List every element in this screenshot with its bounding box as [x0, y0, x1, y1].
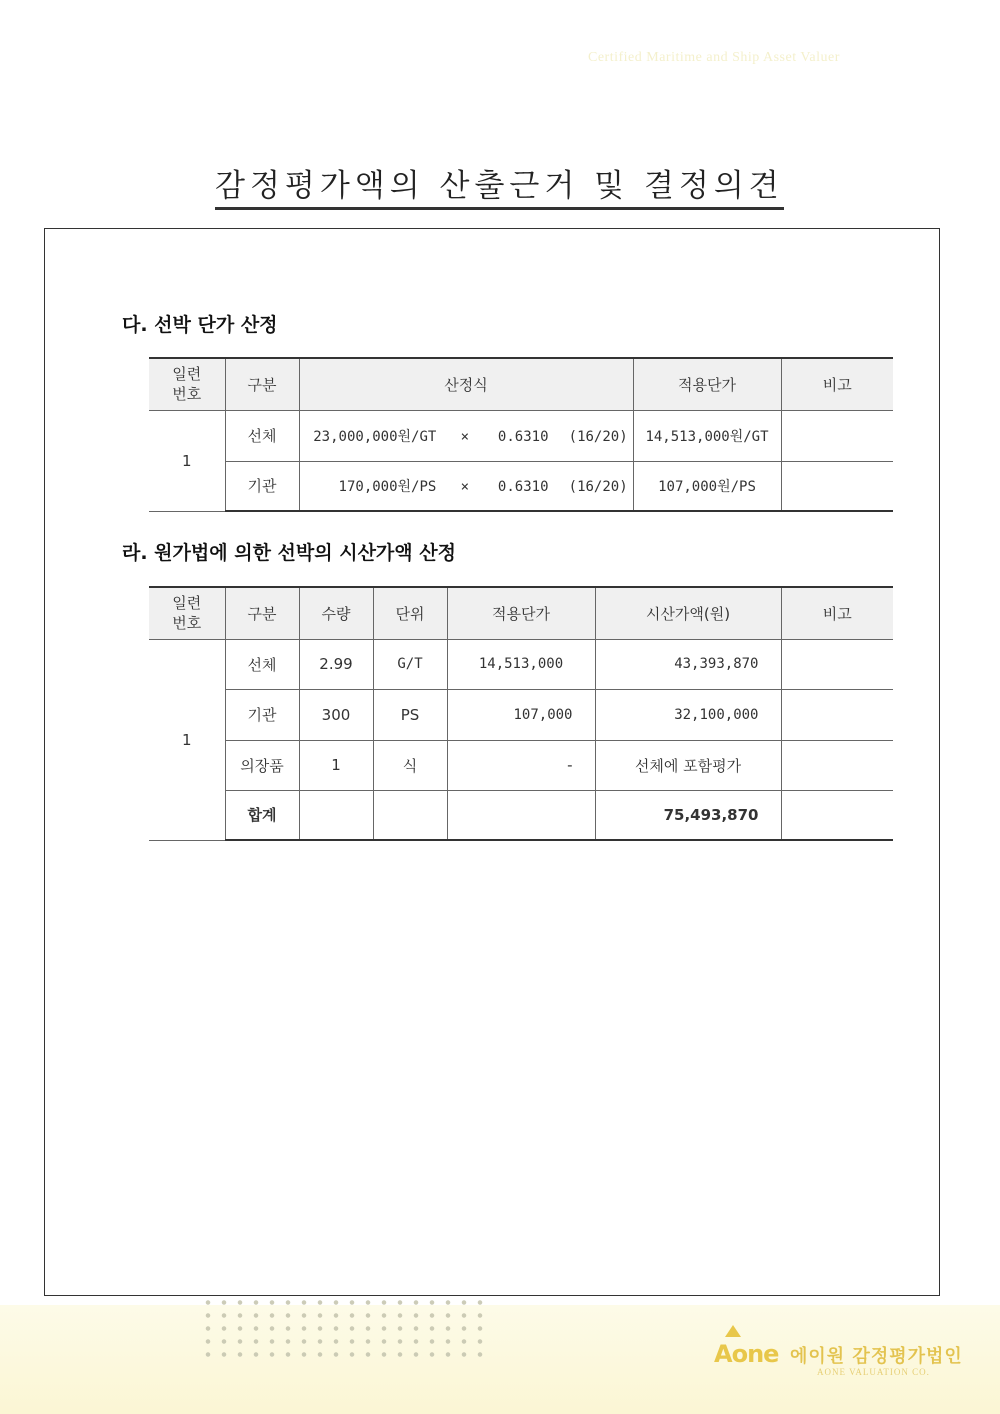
category-cell: 선체	[225, 639, 299, 689]
formula-cell	[299, 461, 633, 511]
footer-dot-pattern	[200, 1296, 490, 1360]
company-logo: Aone	[714, 1340, 779, 1368]
quantity-cell: 1	[299, 740, 373, 790]
formula-times: ×	[460, 478, 469, 495]
quantity-cell: 300	[299, 689, 373, 740]
total-applied-price-cell	[447, 790, 595, 840]
col-header-serial-line2: 번호	[172, 385, 202, 404]
unit-cell: 식	[373, 740, 447, 790]
col-header-serial-line1: 일련	[172, 594, 202, 613]
col-header-trial-value: 시산가액(원)	[595, 587, 781, 639]
col-header-serial-line2: 번호	[172, 614, 202, 633]
serial-number-cell: 1	[149, 410, 225, 511]
page-title: 감정평가액의 산출근거 및 결정의견	[215, 160, 784, 210]
col-header-remark: 비고	[781, 358, 893, 410]
total-label-cell: 합계	[225, 790, 299, 840]
applied-price-cell: 107,000	[447, 689, 595, 740]
table-total-row	[149, 790, 893, 840]
col-header-unit: 단위	[373, 587, 447, 639]
remark-cell	[781, 689, 893, 740]
company-name: 에이원 감정평가법인	[790, 1346, 963, 1367]
remark-cell	[781, 461, 893, 511]
total-trial-value-cell: 75,493,870	[595, 790, 781, 840]
formula-ratio: (16/20)	[568, 428, 628, 445]
applied-price-cell: 107,000원/PS	[633, 461, 781, 511]
applied-price-cell: 14,513,000원/GT	[633, 410, 781, 461]
section-heading-cost-approach: 라. 원가법에 의한 선박의 시산가액 산정	[122, 542, 456, 564]
company-subtitle: AONE VALUATION CO.	[817, 1367, 930, 1377]
remark-cell	[781, 639, 893, 689]
table-header-row	[149, 358, 893, 410]
formula-ratio: (16/20)	[568, 478, 628, 495]
col-header-applied-price: 적용단가	[447, 587, 595, 639]
unit-price-table	[149, 357, 893, 512]
unit-cell: PS	[373, 689, 447, 740]
formula-factor: 0.6310	[497, 428, 549, 445]
cost-approach-table	[149, 586, 893, 841]
quantity-cell: 2.99	[299, 639, 373, 689]
trial-value-cell: 32,100,000	[595, 689, 781, 740]
table-row	[149, 639, 893, 689]
category-cell: 의장품	[225, 740, 299, 790]
applied-price-cell: -	[447, 740, 595, 790]
logo-arrow-icon	[725, 1325, 741, 1337]
col-header-remark: 비고	[781, 587, 893, 639]
category-cell: 선체	[225, 410, 299, 461]
table-row	[149, 461, 893, 511]
unit-cell: G/T	[373, 639, 447, 689]
serial-number-cell: 1	[149, 639, 225, 840]
formula-base: 170,000원/PS	[338, 478, 437, 495]
table-header-row	[149, 587, 893, 639]
col-header-formula: 산정식	[299, 358, 633, 410]
formula-factor: 0.6310	[497, 478, 549, 495]
formula-cell	[299, 410, 633, 461]
table-row	[149, 689, 893, 740]
remark-cell	[781, 410, 893, 461]
col-header-serial	[149, 587, 225, 639]
col-header-category: 구분	[225, 358, 299, 410]
category-cell: 기관	[225, 461, 299, 511]
col-header-serial-line1: 일련	[172, 365, 202, 384]
col-header-category: 구분	[225, 587, 299, 639]
category-cell: 기관	[225, 689, 299, 740]
table-row	[149, 410, 893, 461]
total-unit-cell	[373, 790, 447, 840]
total-quantity-cell	[299, 790, 373, 840]
remark-cell	[781, 740, 893, 790]
col-header-serial	[149, 358, 225, 410]
formula-base: 23,000,000원/GT	[313, 428, 437, 445]
table-row	[149, 740, 893, 790]
total-remark-cell	[781, 790, 893, 840]
trial-value-cell: 선체에 포함평가	[595, 740, 781, 790]
section-heading-unit-price: 다. 선박 단가 산정	[122, 314, 278, 336]
col-header-applied-price: 적용단가	[633, 358, 781, 410]
applied-price-cell: 14,513,000	[447, 639, 595, 689]
col-header-quantity: 수량	[299, 587, 373, 639]
formula-times: ×	[460, 428, 469, 445]
trial-value-cell: 43,393,870	[595, 639, 781, 689]
header-watermark-note: Certified Maritime and Ship Asset Valuer	[588, 50, 840, 65]
